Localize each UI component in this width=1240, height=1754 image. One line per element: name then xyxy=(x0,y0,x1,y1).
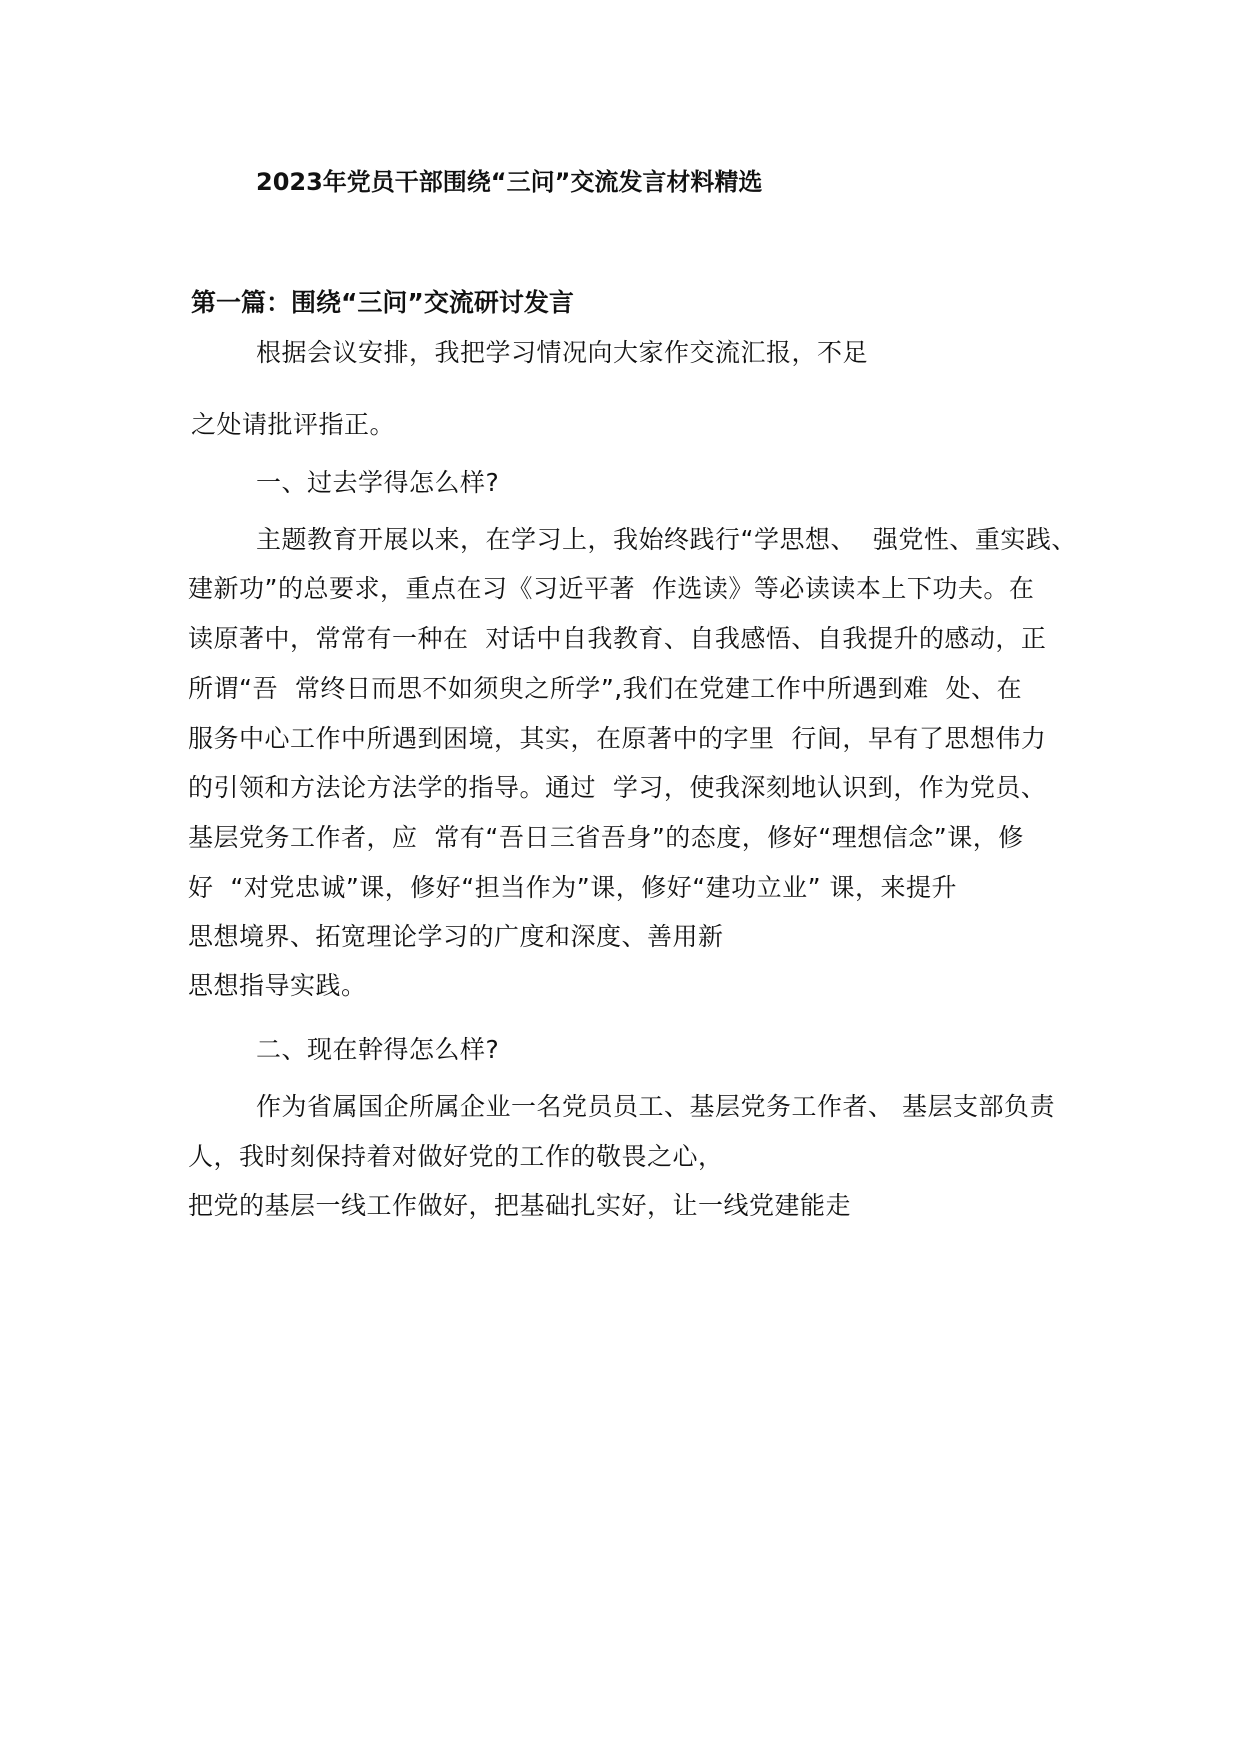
paragraph-line: 人，我时刻保持着对做好党的工作的敬畏之心， xyxy=(188,1142,724,1171)
paragraph-line: 之处请批评指正。 xyxy=(191,410,396,439)
paragraph-line: 根据会议安排，我把学习情况向大家作交流汇报，不足 xyxy=(256,338,869,367)
paragraph-line: 服务中心工作中所遇到困境，其实，在原著中的字里 行间，早有了思想伟力 xyxy=(188,724,1047,753)
paragraph-line: 把党的基层一线工作做好，把基础扎实好，让一线党建能走 xyxy=(188,1191,852,1220)
paragraph-line: 所谓“吾 常终日而思不如须臾之所学”,我们在党建工作中所遇到难 处、在 xyxy=(188,674,1023,703)
paragraph-line: 作为省属国企所属企业一名党员员工、基层党务工作者、 基层支部负责 xyxy=(256,1092,1055,1121)
paragraph-line: 的引领和方法论方法学的指导。通过 学习，使我深刻地认识到，作为党员、 xyxy=(188,773,1047,802)
paragraph-line: 基层党务工作者，应 常有“吾日三省吾身”的态度，修好“理想信念”课，修 xyxy=(188,823,1024,852)
paragraph-line: 主题教育开展以来，在学习上，我始终践行“学思想、 强党性、重实践、 xyxy=(256,525,1077,554)
subheading-past-study: 一、过去学得怎么样? xyxy=(256,468,500,497)
paragraph-line: 建新功”的总要求，重点在习《习近平著 作选读》等必读读本上下功夫。在 xyxy=(188,574,1035,603)
document-title: 2023年党员干部围绕“三问”交流发言材料精选 xyxy=(256,168,763,196)
paragraph-line: 思想指导实践。 xyxy=(188,971,367,1000)
paragraph-line: 思想境界、拓宽理论学习的广度和深度、善用新 xyxy=(188,922,724,951)
section-heading: 第一篇：围绕“三问”交流研讨发言 xyxy=(191,288,574,317)
paragraph-line: 读原著中，常常有一种在 对话中自我教育、自我感悟、自我提升的感动，正 xyxy=(188,624,1047,653)
paragraph-line: 好 “对党忠诚”课，修好“担当作为”课，修好“建功立业” 课，来提升 xyxy=(188,873,958,902)
subheading-present-work: 二、现在幹得怎么样? xyxy=(256,1035,500,1064)
